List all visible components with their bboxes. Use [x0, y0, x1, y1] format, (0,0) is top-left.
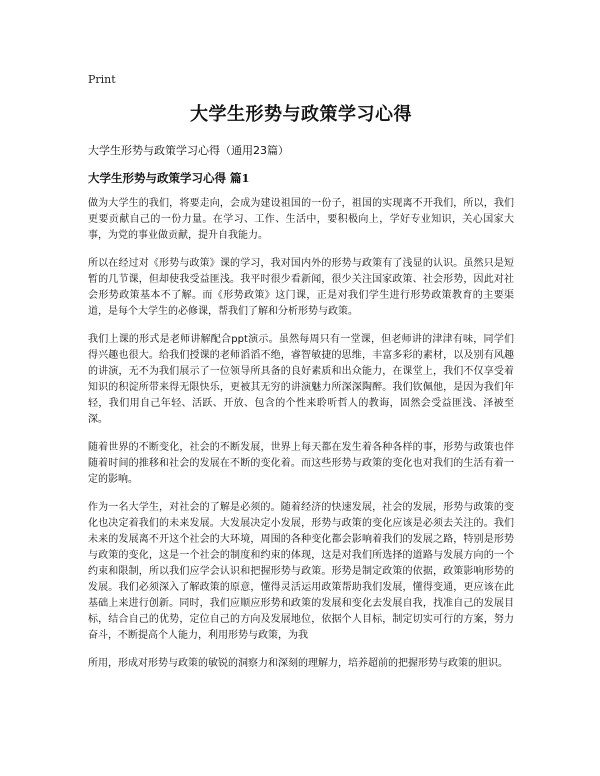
paragraph-2: 所以在经过对《形势与政策》课的学习，我对国内外的形势与政策有了浅显的认识。虽然只是短暂的几节课，但却使我受益匪浅。我平时很少看新闻，很少关注国家政策、社会形势，因此对社会形势政策基本不了解。而《形势政策》这门课，正是对我们学生进行形势政策教育的主要渠道，是每个大学生的必修课，帮我们了解和分析形势与政策。 [88, 258, 514, 317]
paragraph-6: 所用，形成对形势与政策的敏锐的洞察力和深刻的理解力，培养超前的把握形势与政策的胆识。 [88, 658, 508, 669]
document-page [88, 68, 514, 684]
paragraph-3: 我们上课的形式是老师讲解配合ppt演示。虽然每周只有一堂课，但老师讲的津津有味，同学们得兴趣也很大。给我们授课的老师滔滔不绝，睿智敏捷的思维，丰富多彩的素材，以及别有风趣的讲演，无不为我们展示了一位领导所具备的良好素质和出众能力，在课堂上，我们不仅享受着知识的积淀所带来得无限快乐，更被其无穷的讲演魅力所深深陶醉。我们钦佩他，是因为我们年轻，我们用自己年轻、活跃、开放、包含的个性来聆听哲人的教诲，固然会受益匪浅、泽被至深。 [88, 334, 514, 425]
paragraph-4: 随着世界的不断变化，社会的不断发展，世界上每天都在发生着各种各样的事，形势与政策也伴随着时间的推移和社会的发展在不断的变化着。而这些形势与政策的变化也对我们的生活有着一定的影响。 [88, 442, 514, 485]
paragraph-1: 做为大学生的我们，将要走向，会成为建设祖国的一份子，祖国的实现离不开我们，所以，我们更要贡献自己的一份力量。在学习、工作、生活中，要积极向上，学好专业知识，关心国家大事，为党的事业做贡献，提升自我能力。 [88, 198, 514, 241]
paragraph-5: 作为一名大学生，对社会的了解是必须的。随着经济的快速发展，社会的发展，形势与政策的变化也决定着我们的未来发展。大发展决定小发展，形势与政策的变化应该是必须去关注的。我们未来的发展离不开这个社会的大环境，周围的各种变化都会影响着我们的发展之路，特别是形势与政策的变化，这是一个社会的制度和约束的体现，这是对我们所选择的道路与发展方向的一个约束和限制，所以我们应学会认识和把握形势与政策。形势是制定政策的依据，政策影响形势的发展。我们必须深入了解政策的原意，懂得灵活运用政策帮助我们发展，懂得变通，更应该在此基础上来进行创新。同时，我们应顺应形势和政策的发展和变化去发展自我，找准自己的发展目标，结合自己的优势，定位自己的方向及发展地位，依据个人目标，制定切实可行的方案，努力奋斗，不断提高个人能力，利用形势与政策，为我 [88, 502, 514, 641]
page-title: 大学生形势与政策学习心得 [190, 104, 412, 125]
document-subtitle: 大学生形势与政策学习心得（通用23篇） [88, 144, 289, 157]
print-link[interactable]: Print [88, 73, 116, 86]
section-heading: 大学生形势与政策学习心得 篇1 [88, 171, 250, 185]
